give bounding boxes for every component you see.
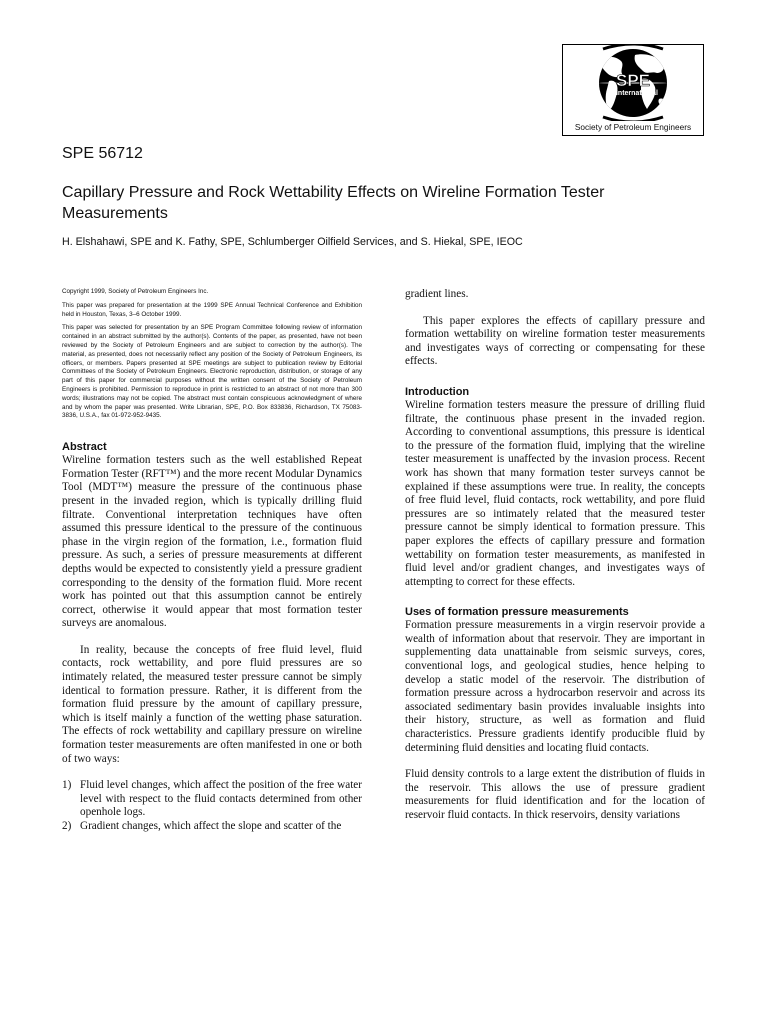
introduction-heading: Introduction [405,385,470,398]
abstract-paragraph-2: In reality, because the concepts of free fluid level, fluid contacts, rock wettability, and pore fluid pressures are so intimately related, the measured tester pressure cannot be simply identical to formation pressure. Rather, it is different from the formation fluid pressure by the amount of capillary pressure, which is itself mainly a function of the wetting phase saturation. The effects of rock wettability and capillary pressure on wireline formation tester measurements are often manifested in one or both of two ways: [62,643,362,765]
spe-logo [562,44,704,136]
continued-text: gradient lines. [405,288,469,300]
abstract-heading: Abstract [62,441,107,454]
logo-acronym: SPE [615,71,651,90]
right-column [405,288,705,823]
list-item [62,820,362,834]
presentation-notice: This paper was prepared for presentation at the 1999 SPE Annual Technical Conference and Exhibition held in Houston, Texas, 3–6 October 1999. [62,301,362,318]
list-item-number: 1) [62,779,72,792]
uses-paragraph: Formation pressure measurements in a virgin reservoir provide a wealth of information about that reservoir. They are important in supplementing data unattainable from seismic surveys, cores, conventional logs, and geological studies, hence helping to develop a static model of the reservoir. The distribution of formation pressure across a hydrocarbon reservoir and across its associated sedimentary basin provides invaluable insights into their history, structure, as well as formation and fluid characteristics. Pressure gradients identify producible fluid by determining fluid densities and locating fluid contacts. [405,619,705,754]
list-item [62,779,362,820]
scope-paragraph: This paper explores the effects of capillary pressure and formation wettability on wireline formation tester measurements and investigates ways of correcting or compensating for these effects. [405,314,705,368]
author-line: H. Elshahawi, SPE and K. Fathy, SPE, Schlumberger Oilfield Services, and S. Hiekal, SPE, IEOC [62,236,523,248]
list-item-text: Fluid level changes, which affect the position of the free water level with respect to the fluid contacts determined from other openhole logs. [80,779,362,819]
uses-heading: Uses of formation pressure measurements [405,606,629,619]
copyright-notice: Copyright 1999, Society of Petroleum Engineers Inc. [62,288,209,295]
logo-subtitle: International [615,90,659,97]
introduction-paragraph: Wireline formation testers measure the pressure of drilling fluid filtrate, the continuous phase present in the invaded region. According to conventional assumptions, this pressure is identical to the pressure of the formation fluid, implying that the wireline tester measurement is unaffected by the invasion process. Recent work has shown that many formation tester surveys cannot be explained if these assumptions were true. In reality, the concepts of free fluid level, fluid contacts, rock wettability, and pore fluid pressures are so intimately related that the measured tester pressure cannot be simply identical to formation pressure. This paper explores the effects of capillary pressure and formation wettability on formation tester measurements, as manifested in fluid level and/or gradient changes, and investigates ways of attempting to correct for these effects. [405,398,705,588]
globe-icon [563,45,703,121]
abstract-paragraph-1: Wireline formation testers such as the well established Repeat Formation Tester (RFT™) and the more recent Modular Dynamics Tool (MDT™) measure the pressure of the continuous phase present in the invaded region, which is typically drilling fluid filtrate. Conventional interpretation techniques have often assumed this pressure identical to the pressure of the continuous phase in the virgin region of the formation, i.e., formation fluid pressure. As such, a series of pressure measurements at different depths would be expected to consistently yield a pressure gradient corresponding to the density of the formation fluid. More recent work has pointed out that this assumption cannot be entirely correct, otherwise it would appear that most formation tester surveys are anomalous. [62,454,362,630]
paper-number: SPE 56712 [62,145,143,162]
selection-notice: This paper was selected for presentation by an SPE Program Committee following review of information contained in an abstract submitted by the author(s). Contents of the paper, as presented, have not been reviewed by the Society of Petroleum Engineers and are subject to correction by the author(s). The material, as presented, does not necessarily reflect any position of the Society of Petroleum Engineers, its officers, or members. Papers presented at SPE meetings are subject to publication review by Editorial Committees of the Society of Petroleum Engineers. Electronic reproduction, distribution, or storage of any part of this paper for commercial purposes without the written consent of the Society of Petroleum Engineers is prohibited. Permission to reproduce in print is restricted to an abstract of not more than 300 words; illustrations may not be copied. The abstract must contain conspicuous acknowledgment of where and by whom the paper was presented. Write Librarian, SPE, P.O. Box 833836, Richardson, TX 75083-3836, U.S.A., fax 01-972-952-9435. [62,324,362,420]
paper-title: Capillary Pressure and Rock Wettability Effects on Wireline Formation Tester Measurements [62,184,605,222]
logo-caption: Society of Petroleum Engineers [574,122,692,132]
left-column [62,288,362,834]
list-item-number: 2) [62,820,72,832]
fluid-density-paragraph: Fluid density controls to a large extent the distribution of fluids in the reservoir. This allows the use of pressure gradient measurements for fluid identification and for the location of reservoir fluid contacts. In thick reservoirs, density variations [405,768,705,821]
list-item-text: Gradient changes, which affect the slope and scatter of the [80,820,342,832]
effects-list [62,779,362,833]
